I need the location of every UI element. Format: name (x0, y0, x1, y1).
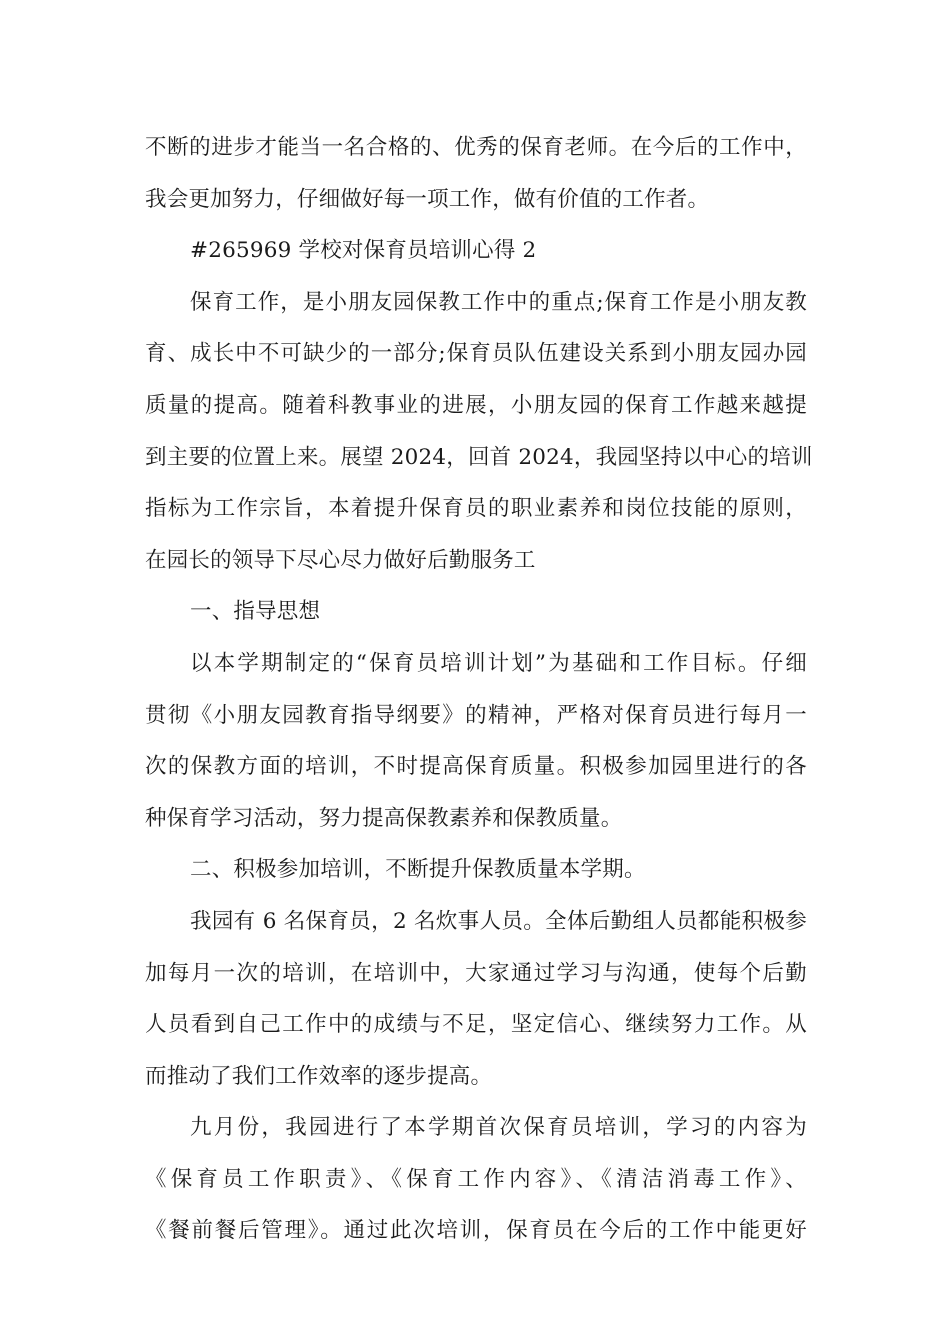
paragraph-line: 我园有 6 名保育员，2 名炊事人员。全体后勤组人员都能积极参 (190, 908, 807, 934)
section-heading: 一、指导思想 (190, 599, 321, 625)
paragraph-line: 不断的进步才能当一名合格的、优秀的保育老师。在今后的工作中， (145, 135, 807, 160)
paragraph-line: 以本学期制定的“保育员培训计划”为基础和工作目标。仔细 (190, 650, 807, 676)
paragraph-line: 我会更加努力，仔细做好每一项工作，做有价值的工作者。 (145, 186, 710, 212)
paragraph-line: 而推动了我们工作效率的逐步提高。 (145, 1063, 493, 1089)
paragraph-line: 次的保教方面的培训，不时提高保育质量。积极参加园里进行的各 (145, 754, 807, 780)
section-heading: 二、积极参加培训，不断提升保教质量本学期。 (190, 857, 646, 883)
paragraph-line: 种保育学习活动，努力提高保教素养和保教质量。 (145, 805, 623, 831)
paragraph-line: 质量的提高。随着科教事业的进展，小朋友园的保育工作越来越提 (145, 392, 807, 418)
paragraph-line: 在园长的领导下尽心尽力做好后勤服务工 (145, 547, 536, 573)
paragraph-line: 《保育员工作职责》、《保育工作内容》、《清洁消毒工作》、 (145, 1166, 807, 1192)
paragraph-line: 加每月一次的培训，在培训中，大家通过学习与沟通，使每个后勤 (145, 960, 807, 986)
paragraph-line: 九月份，我园进行了本学期首次保育员培训，学习的内容为 (190, 1115, 807, 1141)
paragraph-line: 到主要的位置上来。展望 2024，回首 2024，我园坚持以中心的培训 (145, 444, 813, 470)
paragraph-line: 保育工作，是小朋友园保教工作中的重点;保育工作是小朋友教 (190, 289, 807, 315)
paragraph-line: 《餐前餐后管理》。通过此次培训，保育员在今后的工作中能更好 (145, 1218, 807, 1244)
paragraph-line: 人员看到自己工作中的成绩与不足，坚定信心、继续努力工作。从 (145, 1012, 807, 1038)
document-page (145, 128, 813, 1263)
paragraph-line: 育、成长中不可缺少的一部分;保育员队伍建设关系到小朋友园办园 (145, 341, 807, 367)
paragraph-line: 贯彻《小朋友园教育指导纲要》的精神，严格对保育员进行每月一 (145, 702, 807, 728)
section-heading: #265969 学校对保育员培训心得 2 (190, 238, 537, 264)
paragraph-line: 指标为工作宗旨，本着提升保育员的职业素养和岗位技能的原则， (145, 496, 807, 522)
